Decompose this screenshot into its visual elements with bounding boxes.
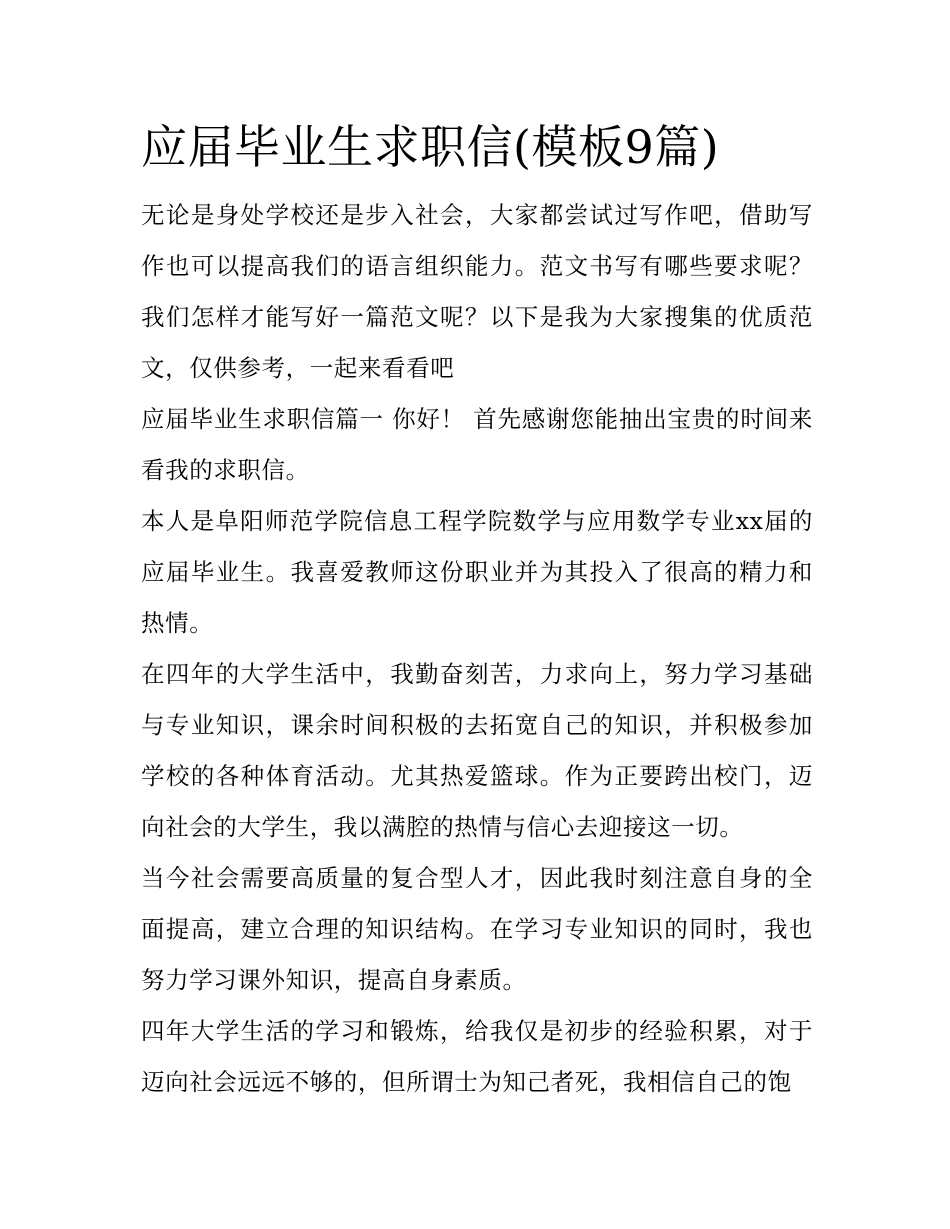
experience-paragraph: 四年大学生活的学习和锻炼，给我仅是初步的经验积累，对于迈向社会远远不够的，但所谓士为知己者死，我相信自己的饱 [141, 1017, 813, 1096]
letter-greeting-paragraph: 应届毕业生求职信篇一 你好！ 首先感谢您能抽出宝贵的时间来看我的求职信。 [141, 405, 813, 484]
self-introduction-paragraph: 本人是阜阳师范学院信息工程学院数学与应用数学专业xx届的应届毕业生。我喜爱教师这份职业并为其投入了很高的精力和热情。 [141, 507, 813, 637]
document-page [141, 112, 813, 1108]
document-title: 应届毕业生求职信(模板9篇) [141, 120, 720, 174]
intro-paragraph: 无论是身处学校还是步入社会，大家都尝试过写作吧，借助写作也可以提高我们的语言组织能力。范文书写有哪些要求呢？我们怎样才能写好一篇范文呢？以下是我为大家搜集的优质范文，仅供参考，一起来看看吧 [141, 201, 813, 382]
skills-paragraph: 当今社会需要高质量的复合型人才，因此我时刻注意自身的全面提高，建立合理的知识结构。在学习专业知识的同时，我也努力学习课外知识，提高自身素质。 [141, 864, 813, 994]
university-life-paragraph: 在四年的大学生活中，我勤奋刻苦，力求向上，努力学习基础与专业知识，课余时间积极的去拓宽自己的知识，并积极参加学校的各种体育活动。尤其热爱篮球。作为正要跨出校门，迈向社会的大学生，我以满腔的热情与信心去迎接这一切。 [141, 660, 813, 841]
